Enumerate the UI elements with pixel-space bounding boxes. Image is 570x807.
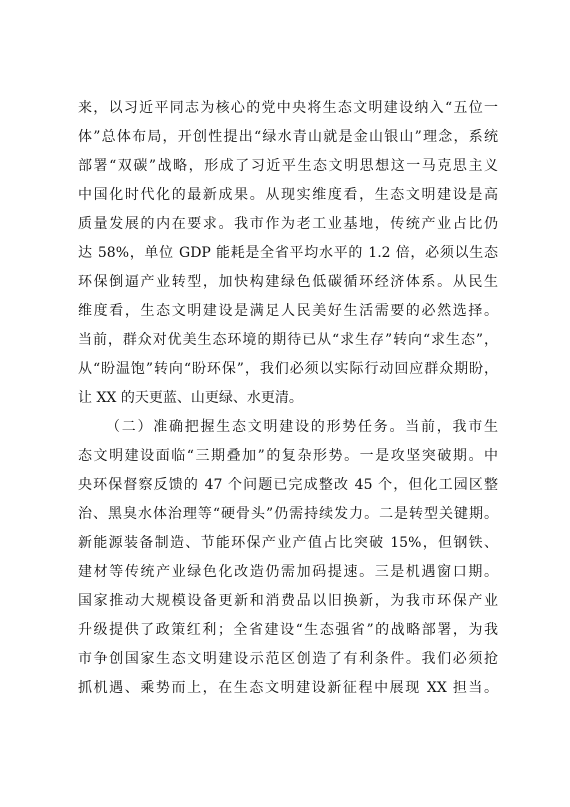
text-line: （二）准确把握生态文明建设的形势任务。当前，我市生 bbox=[106, 419, 498, 435]
text-line: 质量发展的内在要求。我市作为老工业基地，传统产业占比仍 bbox=[78, 216, 498, 232]
text-line: 新能源装备制造、节能环保产业产值占比突破 15%，但钢铁、 bbox=[78, 535, 498, 551]
text-line: 来，以习近平同志为核心的党中央将生态文明建设纳入“五位一 bbox=[78, 100, 498, 116]
text-line: 中国化时代化的最新成果。从现实维度看，生态文明建设是高 bbox=[78, 187, 498, 203]
text-line: 达 58%，单位 GDP 能耗是全省平均水平的 1.2 倍，必须以生态 bbox=[78, 245, 498, 261]
text-line: 建材等传统产业绿色化改造仍需加码提速。三是机遇窗口期。 bbox=[78, 564, 498, 580]
text-line: 抓机遇、乘势而上，在生态文明建设新征程中展现 XX 担当。 bbox=[78, 680, 498, 696]
text-line: 国家推动大规模设备更新和消费品以旧换新，为我市环保产业 bbox=[78, 593, 498, 609]
text-line: 从“盼温饱”转向“盼环保”，我们必须以实际行动回应群众期盼， bbox=[78, 361, 498, 377]
text-line: 升级提供了政策红利；全省建设“生态强省”的战略部署，为我 bbox=[78, 622, 498, 638]
text-line: 当前，群众对优美生态环境的期待已从“求生存”转向“求生态”， bbox=[78, 332, 498, 348]
text-line: 体”总体布局，开创性提出“绿水青山就是金山银山”理念，系统 bbox=[78, 129, 498, 145]
text-line: 部署“双碳”战略，形成了习近平生态文明思想这一马克思主义 bbox=[78, 158, 498, 174]
text-line: 治、黑臭水体治理等“硬骨头”仍需持续发力。二是转型关键期。 bbox=[78, 506, 498, 522]
paragraph-ecological-significance bbox=[78, 94, 498, 413]
text-line: 环保倒逼产业转型，加快构建绿色低碳循环经济体系。从民生 bbox=[78, 274, 498, 290]
paragraph-situation-tasks bbox=[78, 413, 498, 703]
document-body bbox=[78, 94, 498, 703]
text-line: 市争创国家生态文明建设示范区创造了有利条件。我们必须抢 bbox=[78, 651, 498, 667]
text-line: 维度看，生态文明建设是满足人民美好生活需要的必然选择。 bbox=[78, 303, 498, 319]
text-line: 态文明建设面临“三期叠加”的复杂形势。一是攻坚突破期。中 bbox=[78, 448, 498, 464]
text-line: 央环保督察反馈的 47 个问题已完成整改 45 个，但化工园区整 bbox=[78, 477, 498, 493]
text-line: 让 XX 的天更蓝、山更绿、水更清。 bbox=[78, 390, 303, 406]
